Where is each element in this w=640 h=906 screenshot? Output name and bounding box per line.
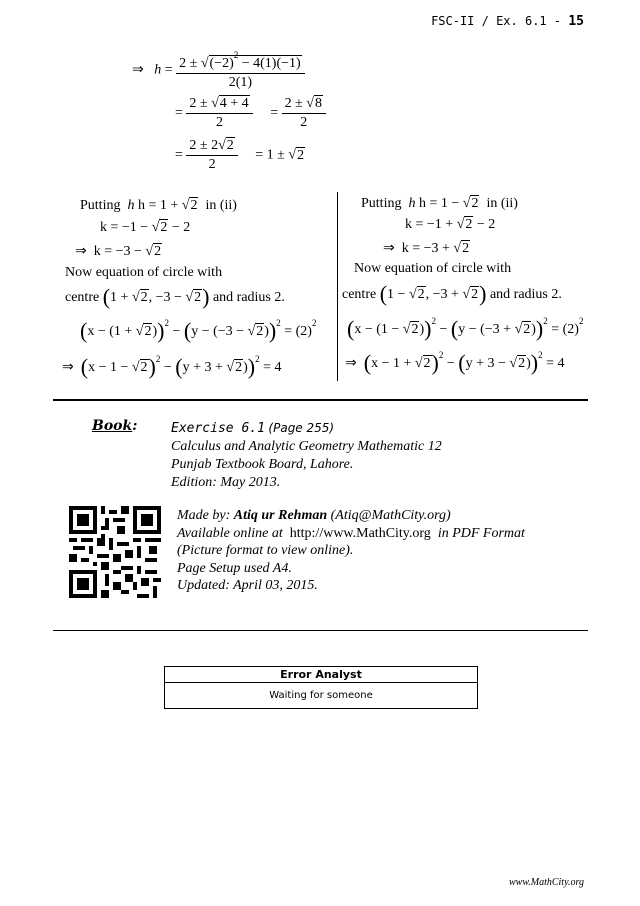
error-analyst-value: Waiting for someone xyxy=(269,690,373,701)
h-step-3: = $\frac{2 \pm 2√2}{2}$ = 1 ± √2 xyxy=(175,138,305,172)
page-number: 15 xyxy=(568,14,584,29)
left-eq1: $(x - (1 + √2))^2 - (y - (-3 - √2))^2 = (2)^2$ xyxy=(80,318,317,343)
right-k1: k = −1 + √2 − 2 xyxy=(405,217,496,232)
author-name: Atiq ur Rehman xyxy=(233,508,328,523)
updated-date: Updated: April 03, 2015. xyxy=(177,578,318,593)
right-now-eq: Now equation of circle with xyxy=(354,261,512,276)
credits-block: Made by: Atiq ur Rehman (Atiq@MathCity.org) Available online at http://www.MathCity.org in PDF Format (Picture format to view online). Page Setup used A4. Updated: April 03, 2015. xyxy=(177,508,525,593)
right-eq2: ⇒ $(x - 1 + √2)^2 - (y + 3 - √2))^2 = 4$ xyxy=(345,350,565,375)
left-now-eq: Now equation of circle with xyxy=(65,265,223,280)
page-header xyxy=(431,14,584,29)
h-fraction: $\frac{2 \pm √(-2)^2 - 4(1)(-1)}{2(1)}$ xyxy=(176,50,305,91)
site-link[interactable]: http://www.MathCity.org xyxy=(289,525,431,541)
right-putting: Putting h h = 1 − √2 in (ii) xyxy=(361,196,518,211)
book-details xyxy=(171,419,442,492)
page-setup: Page Setup used A4. xyxy=(177,560,292,576)
book-label: Book: xyxy=(92,418,138,434)
book-page: (Page 255) xyxy=(268,421,335,435)
made-by-label: Made by: xyxy=(177,508,231,523)
left-putting: Putting h h = 1 + √2 in (ii) xyxy=(80,198,237,213)
book-publisher: Punjab Textbook Board, Lahore. xyxy=(171,457,354,472)
error-analyst-table xyxy=(164,666,478,709)
book-edition: Edition: May 2013. xyxy=(171,475,281,490)
right-centre: centre (1 − √2, −3 + √2) and radius 2. xyxy=(342,281,562,306)
column-divider xyxy=(337,192,338,381)
h-var: h xyxy=(154,62,162,78)
error-analyst-title: Error Analyst xyxy=(165,667,477,683)
footer-site[interactable]: www.MathCity.org xyxy=(508,877,584,888)
left-centre: centre (1 + √2, −3 − √2) and radius 2. xyxy=(65,284,285,309)
qr-code[interactable] xyxy=(69,506,161,598)
picture-format: (Picture format to view online). xyxy=(177,543,354,558)
section-divider-bottom xyxy=(53,630,588,631)
header-text: FSC-II / Ex. 6.1 - xyxy=(431,14,569,28)
h-formula: ⇒ h = $\frac{2 \pm √(-2)^2 - 4(1)(-1)}{2(1)}$ xyxy=(132,50,305,91)
book-title: Calculus and Analytic Geometry Mathematic 12 xyxy=(171,439,442,454)
book-exercise: Exercise 6.1 xyxy=(171,421,265,436)
left-eq2: ⇒ $(x - 1 - √2)^2 - (y + 3 + √2))^2 = 4$ xyxy=(62,354,282,379)
h-step-2: = $\frac{2 \pm √4 + 4}{2}$ = $\frac{2 \pm √8}{2}$ xyxy=(175,96,326,131)
right-k2: ⇒ k = −3 + √2 xyxy=(383,241,470,256)
section-divider-top xyxy=(53,399,588,401)
right-eq1: $(x - (1 - √2))^2 - (y - (-3 + √2))^2 = (2)^2$ xyxy=(347,316,584,341)
left-k2: ⇒ k = −3 − √2 xyxy=(75,244,162,259)
left-k1: k = −1 − √2 − 2 xyxy=(100,220,191,235)
implies-arrow: ⇒ xyxy=(132,62,144,78)
author-email[interactable]: (Atiq@MathCity.org) xyxy=(330,508,451,523)
